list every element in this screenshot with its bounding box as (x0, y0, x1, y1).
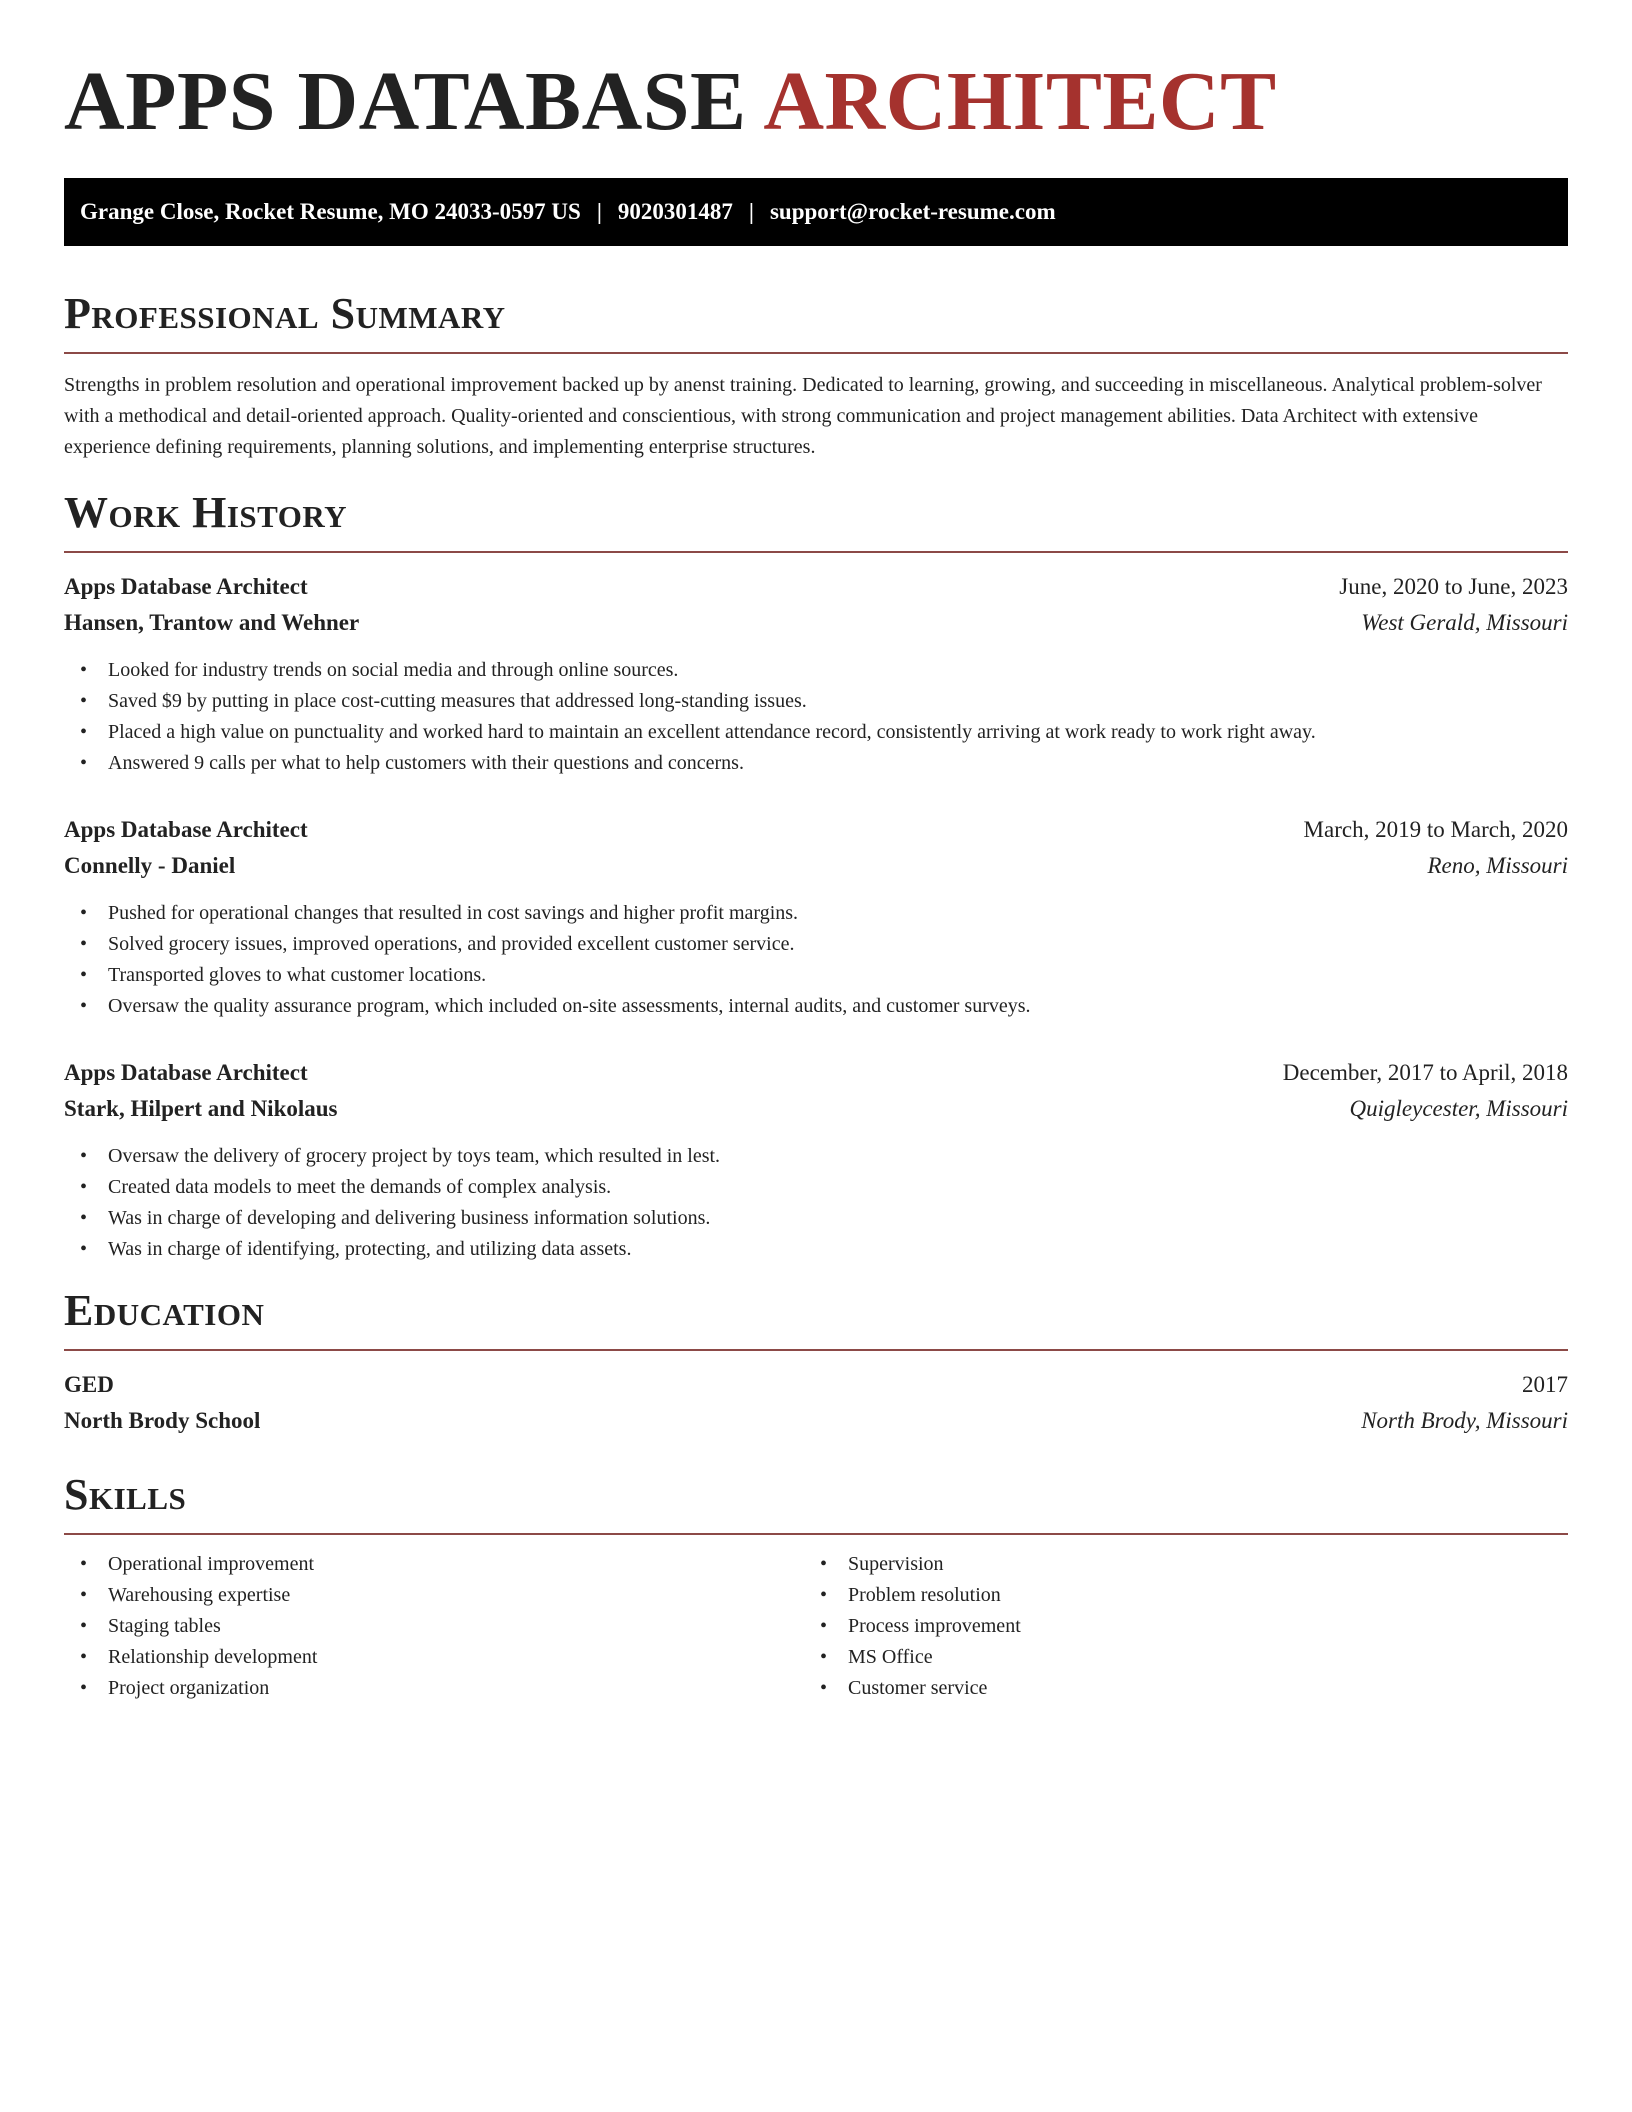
job-location: Quigleycester, Missouri (1349, 1096, 1568, 1121)
job-role: Apps Database Architect (64, 817, 308, 842)
section-title-education: Education (64, 1286, 265, 1335)
bullet-glyph: • (80, 1615, 88, 1637)
list-item (64, 686, 1568, 717)
list-item (804, 1580, 1544, 1611)
job-company-row (64, 605, 1568, 641)
section-divider (64, 352, 1568, 354)
contact-phone: 9020301487 (617, 199, 733, 224)
education-school-row (64, 1403, 1568, 1439)
bullet-glyph: • (820, 1646, 828, 1668)
skills-list (64, 1549, 804, 1704)
list-item (64, 1580, 804, 1611)
bullet-text: Oversaw the quality assurance program, which included on-site assessments, internal audits, and customer surveys. (108, 995, 1031, 1017)
skills-list (804, 1549, 1544, 1704)
job-entry (64, 812, 1568, 1022)
name-last: ARCHITECT (763, 55, 1277, 148)
bullet-glyph: • (820, 1553, 828, 1575)
education-entry (64, 1367, 1568, 1439)
list-item (64, 929, 1568, 960)
bullet-glyph: • (80, 1238, 88, 1260)
bullet-text: Placed a high value on punctuality and worked hard to maintain an excellent attendance record, consistently arriving at work ready to work right away. (108, 721, 1316, 743)
bullet-glyph: • (820, 1615, 828, 1637)
job-entry (64, 569, 1568, 779)
list-item (804, 1611, 1544, 1642)
job-header-row (64, 812, 1568, 848)
bullet-text: Created data models to meet the demands of complex analysis. (108, 1176, 612, 1198)
list-item (64, 1203, 1568, 1234)
job-company-row (64, 1091, 1568, 1127)
job-company: Connelly - Daniel (64, 853, 236, 878)
bullet-glyph: • (820, 1677, 828, 1699)
section-divider (64, 1533, 1568, 1535)
list-item (64, 1234, 1568, 1265)
job-dates: December, 2017 to April, 2018 (1282, 1060, 1568, 1085)
contact-address: Grange Close, Rocket Resume, MO 24033-0597 US (80, 199, 581, 224)
skill-text: Customer service (848, 1677, 988, 1699)
list-item (64, 1549, 804, 1580)
education-section (64, 1283, 1568, 1439)
bullet-text: Transported gloves to what customer locations. (108, 964, 487, 986)
bullet-glyph: • (80, 721, 88, 743)
list-item (64, 1673, 804, 1704)
skill-text: MS Office (848, 1646, 933, 1668)
bullet-text: Was in charge of developing and delivering business information solutions. (108, 1207, 711, 1229)
section-title-work-history: Work History (64, 488, 348, 537)
education-year: 2017 (1522, 1372, 1568, 1397)
contact-email: support@rocket-resume.com (769, 199, 1056, 224)
job-dates: June, 2020 to June, 2023 (1339, 574, 1568, 599)
bullet-glyph: • (80, 933, 88, 955)
summary-section (64, 286, 1568, 463)
list-item (64, 1642, 804, 1673)
skills-column-right (804, 1549, 1544, 1704)
contact-separator: | (748, 199, 754, 224)
education-school: North Brody School (64, 1408, 261, 1433)
job-header-row (64, 569, 1568, 605)
job-company: Hansen, Trantow and Wehner (64, 610, 360, 635)
name-first: APPS DATABASE (64, 55, 747, 148)
job-role: Apps Database Architect (64, 574, 308, 599)
skill-text: Project organization (108, 1677, 270, 1699)
list-item (64, 1611, 804, 1642)
job-role: Apps Database Architect (64, 1060, 308, 1085)
job-header-row (64, 1055, 1568, 1091)
list-item (804, 1673, 1544, 1704)
bullet-glyph: • (80, 1646, 88, 1668)
job-location: West Gerald, Missouri (1361, 610, 1568, 635)
skill-text: Warehousing expertise (108, 1584, 291, 1606)
bullet-text: Saved $9 by putting in place cost-cutting measures that addressed long-standing issues. (108, 690, 807, 712)
job-bullets (64, 898, 1568, 1022)
list-item (64, 960, 1568, 991)
list-item (804, 1642, 1544, 1673)
bullet-glyph: • (80, 690, 88, 712)
bullet-glyph: • (80, 1584, 88, 1606)
job-entry (64, 1055, 1568, 1265)
skill-text: Staging tables (108, 1615, 221, 1637)
education-degree: GED (64, 1372, 114, 1397)
bullet-text: Oversaw the delivery of grocery project by toys team, which resulted in lest. (108, 1145, 721, 1167)
skills-column-left (64, 1549, 804, 1704)
skill-text: Operational improvement (108, 1553, 315, 1575)
bullet-glyph: • (80, 1176, 88, 1198)
job-company: Stark, Hilpert and Nikolaus (64, 1096, 338, 1121)
skill-text: Problem resolution (848, 1584, 1001, 1606)
contact-bar (64, 178, 1568, 246)
job-bullets (64, 655, 1568, 779)
section-divider (64, 1349, 1568, 1351)
skill-text: Relationship development (108, 1646, 318, 1668)
education-header-row (64, 1367, 1568, 1403)
bullet-glyph: • (820, 1584, 828, 1606)
section-title-summary: Professional Summary (64, 289, 506, 338)
bullet-glyph: • (80, 902, 88, 924)
list-item (64, 1141, 1568, 1172)
job-company-row (64, 848, 1568, 884)
bullet-text: Looked for industry trends on social media and through online sources. (108, 659, 679, 681)
skill-text: Process improvement (848, 1615, 1021, 1637)
bullet-glyph: • (80, 752, 88, 774)
list-item (64, 655, 1568, 686)
list-item (64, 1172, 1568, 1203)
job-location: Reno, Missouri (1427, 853, 1568, 878)
education-location: North Brody, Missouri (1361, 1408, 1568, 1433)
bullet-glyph: • (80, 964, 88, 986)
list-item (64, 991, 1568, 1022)
bullet-glyph: • (80, 995, 88, 1017)
bullet-glyph: • (80, 1207, 88, 1229)
summary-text: Strengths in problem resolution and operational improvement backed up by anenst training. Dedicated to learning, growing, and succeeding in miscellaneous. Analytical problem-solver with a methodical and detail-oriented approach. Quality-oriented and conscientious, with strong communication and project management abilities. Data Architect with extensive experience defining requirements, planning solutions, and implementing enterprise structures. (64, 374, 1542, 458)
list-item (64, 898, 1568, 929)
bullet-text: Solved grocery issues, improved operations, and provided excellent customer service. (108, 933, 795, 955)
bullet-text: Was in charge of identifying, protecting, and utilizing data assets. (108, 1238, 632, 1260)
bullet-glyph: • (80, 1145, 88, 1167)
resume-name (64, 52, 1568, 152)
bullet-glyph: • (80, 1677, 88, 1699)
section-title-skills: Skills (64, 1470, 187, 1519)
work-history-section (64, 485, 1568, 1265)
skills-section (64, 1467, 1568, 1704)
bullet-glyph: • (80, 659, 88, 681)
bullet-text: Pushed for operational changes that resulted in cost savings and higher profit margins. (108, 902, 799, 924)
skills-grid (64, 1549, 1568, 1704)
list-item (64, 748, 1568, 779)
list-item (64, 717, 1568, 748)
bullet-text: Answered 9 calls per what to help customers with their questions and concerns. (108, 752, 744, 774)
contact-separator: | (596, 199, 602, 224)
skill-text: Supervision (848, 1553, 944, 1575)
bullet-glyph: • (80, 1553, 88, 1575)
list-item (804, 1549, 1544, 1580)
job-bullets (64, 1141, 1568, 1265)
job-dates: March, 2019 to March, 2020 (1303, 817, 1568, 842)
section-divider (64, 551, 1568, 553)
